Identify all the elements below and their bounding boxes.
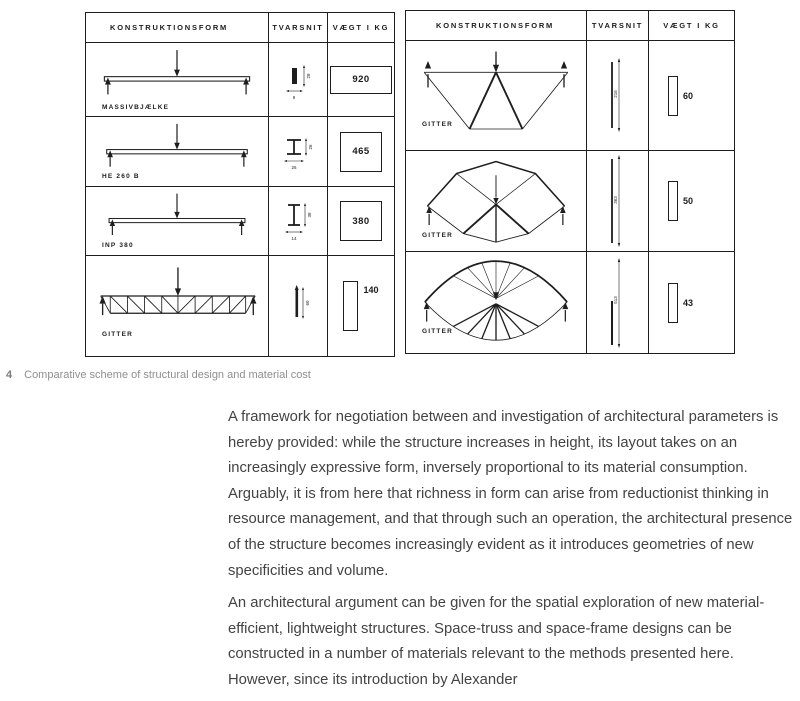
figure-caption: [6, 369, 311, 381]
form-cell-fan-gitter: [406, 252, 587, 353]
form-label: GITTER: [422, 232, 454, 239]
member-section-diagram: [593, 152, 643, 250]
dim-length: 216: [612, 89, 618, 98]
cross-section-cell-solid: [269, 43, 328, 117]
left-header-konstruktionsform: KONSTRUKTIONSFORM: [86, 13, 269, 43]
beam-diagram: [91, 187, 263, 245]
right-header-vaegt: VÆGT I KG: [649, 11, 734, 41]
right-header-tvarsnit: TVARSNIT: [587, 11, 649, 41]
weight-value: 465: [352, 146, 370, 157]
weight-value: 380: [352, 215, 370, 227]
form-label: INP 380: [102, 242, 134, 249]
dim-length: 363: [612, 196, 618, 204]
i-beam-section-diagram: [274, 128, 322, 176]
dim-height: 60: [305, 300, 310, 306]
form-cell-inp380: [86, 187, 269, 256]
dim-width: 14: [291, 236, 297, 241]
figure-caption-text: Comparative scheme of structural design and material cost: [24, 369, 311, 381]
form-cell-polygon-gitter: [406, 151, 587, 252]
form-label: HE 260 B: [102, 173, 140, 180]
dim-width: 9: [292, 94, 296, 100]
form-label: MASSIVBJÆLKE: [102, 104, 170, 111]
weight-value: 50: [682, 196, 693, 206]
i-beam-section-diagram: [274, 196, 322, 246]
cross-section-cell-r1: [587, 41, 649, 151]
weight-cell-140: [328, 256, 394, 356]
weight-cell-50: [649, 151, 734, 252]
weight-widget: [668, 181, 693, 221]
weight-cell-920: [328, 43, 394, 117]
dim-height: 28: [306, 72, 311, 79]
weight-cell-465: [328, 117, 394, 187]
truss-beam-diagram: [91, 256, 263, 338]
paragraph-1: A framework for negotiation between and investigation of architectural parameters is hereby provided: while the structure increases in height, its layout takes on an increasingly expressive form, inversely proportional to its material consumption. Arguably, it is from here that richness in form can arise from reductionist thinking in resource management, and that through such an operation, the architectural presence of the structure becomes increasingly evident as it introduces geometries of new specificities and volume.: [228, 409, 793, 579]
beam-diagram: [91, 117, 263, 177]
form-label: GITTER: [102, 331, 134, 338]
dim-length: 513: [612, 295, 618, 304]
cross-section-cell-inp: [269, 187, 328, 256]
weight-value: 43: [682, 297, 693, 308]
form-cell-massivbjaelke: [86, 43, 269, 117]
right-comparison-table: [405, 10, 735, 354]
weight-cell-380: [328, 187, 394, 256]
right-header-konstruktionsform: KONSTRUKTIONSFORM: [406, 11, 587, 41]
figure-number: 4: [6, 369, 13, 381]
form-cell-he260b: [86, 117, 269, 187]
weight-cell-43: [649, 252, 734, 353]
left-comparison-table: [85, 12, 395, 357]
fan-truss-diagram: [411, 254, 581, 350]
plate-section-diagram: [276, 278, 320, 334]
triangle-truss-diagram: [411, 45, 581, 145]
weight-box: [330, 66, 392, 94]
form-cell-triangle-gitter: [406, 41, 587, 151]
form-label: GITTER: [422, 121, 454, 128]
beam-diagram: [91, 43, 263, 105]
cross-section-cell-r2: [587, 151, 649, 252]
member-section-diagram: [593, 54, 643, 138]
body-text: [228, 405, 798, 701]
weight-value: 60: [682, 90, 693, 101]
weight-widget: [343, 281, 378, 331]
weight-box: [340, 132, 382, 172]
dim-width: 26: [291, 164, 297, 170]
weight-box: [340, 201, 382, 241]
bar-shape: [668, 283, 678, 323]
cross-section-cell-he: [269, 117, 328, 187]
dim-height: 38: [307, 212, 312, 218]
bar-shape: [668, 76, 678, 116]
weight-cell-60: [649, 41, 734, 151]
weight-value: 920: [352, 74, 370, 85]
weight-widget: [668, 283, 693, 323]
bar-shape: [668, 181, 678, 221]
dim-height: 26: [308, 143, 313, 150]
cross-section-cell-r3: [587, 252, 649, 353]
paragraph-2: An architectural argument can be given for the spatial exploration of new material-efficient, lightweight structures. Space-truss and space-frame designs can be constructed in a number of materials relevant to the methods presented here. However, since its introduction by Alexander: [228, 595, 765, 688]
member-section-diagram: [593, 255, 643, 351]
form-cell-gitter-beam: [86, 256, 269, 356]
left-header-tvarsnit: TVARSNIT: [269, 13, 328, 43]
solid-section-diagram: [276, 57, 320, 103]
left-header-vaegt: VÆGT I KG: [328, 13, 394, 43]
form-label: GITTER: [422, 328, 454, 335]
bar-shape: [343, 281, 358, 331]
weight-widget: [668, 76, 693, 116]
weight-value: 140: [363, 285, 379, 295]
cross-section-cell-plate: [269, 256, 328, 356]
